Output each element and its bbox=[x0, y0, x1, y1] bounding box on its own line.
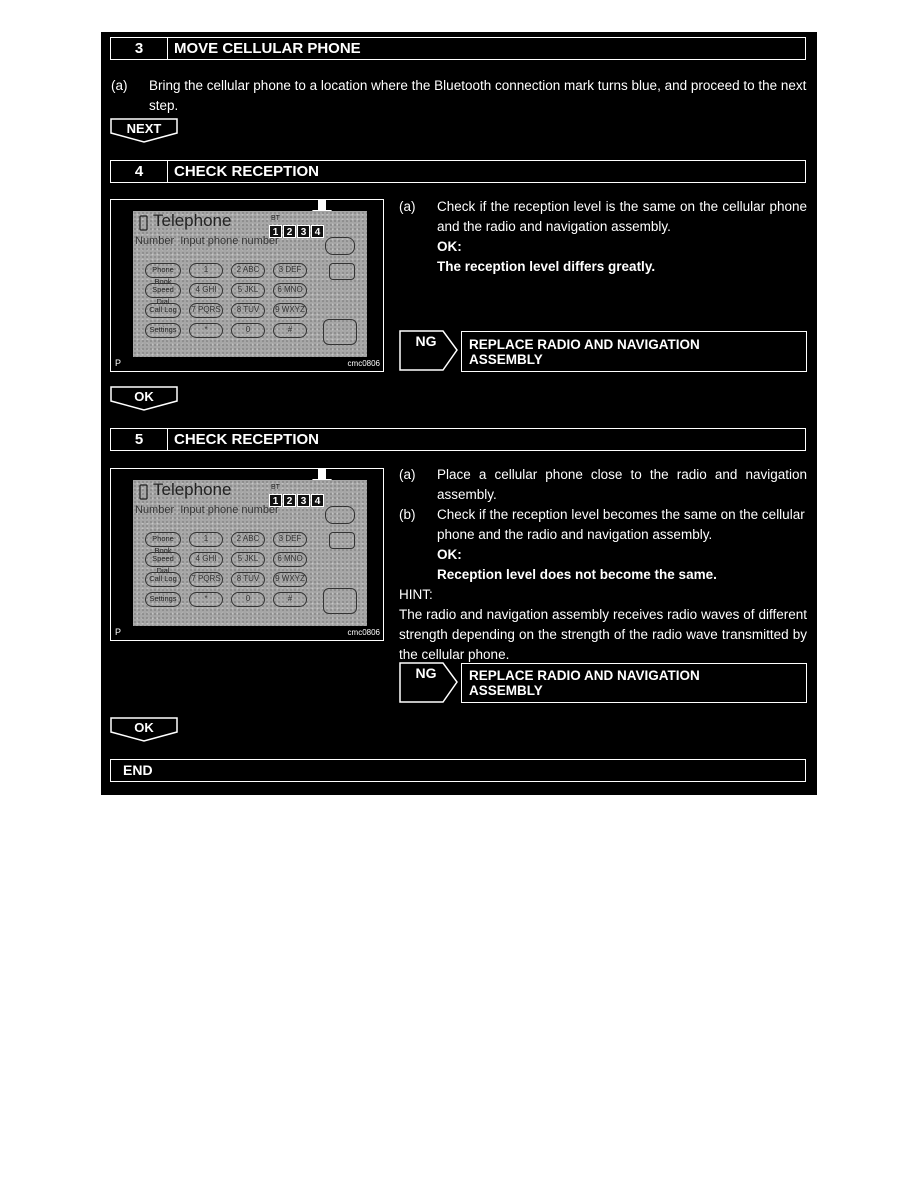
step-4-instruction: Check if the reception level is the same on the cellular phone and the radio and navigation assembly. bbox=[437, 199, 807, 234]
keypad-key: 7 PQRS bbox=[189, 303, 223, 318]
keypad-key: 6 MNO bbox=[273, 283, 307, 298]
flag-arrow-icon bbox=[110, 386, 180, 412]
phone-icon bbox=[139, 215, 148, 231]
level-box: 4 bbox=[311, 225, 324, 238]
level-box: 2 bbox=[283, 225, 296, 238]
ng-action-text: REPLACE RADIO AND NAVIGATION ASSEMBLY bbox=[469, 668, 700, 698]
screen-title: Telephone bbox=[153, 480, 232, 499]
step-3-instruction: Bring the cellular phone to a location where the Bluetooth connection mark turns blue, and proceed to the next step. bbox=[149, 78, 807, 113]
ng-action-box bbox=[461, 331, 807, 372]
step-4-header bbox=[110, 160, 806, 183]
keypad-key: 6 MNO bbox=[273, 552, 307, 567]
figure-caption-id: cmc0806 bbox=[347, 359, 380, 368]
ng-chevron-icon bbox=[399, 662, 461, 704]
keypad-key: 3 DEF bbox=[273, 263, 307, 278]
keypad-key: 2 ABC bbox=[231, 532, 265, 547]
repair-procedure-sheet bbox=[101, 32, 817, 795]
item-marker: (a) bbox=[111, 78, 128, 93]
next-flag-label: NEXT bbox=[126, 121, 162, 136]
hint-text: The radio and navigation assembly receives radio waves of different strength depending on the strength of the radio wave transmitted by the cellular phone. bbox=[399, 607, 807, 662]
step-number: 4 bbox=[111, 161, 168, 182]
keypad-key: 1 bbox=[189, 263, 223, 278]
send-key bbox=[323, 588, 357, 614]
level-box: 1 bbox=[269, 494, 282, 507]
flag-arrow-icon bbox=[110, 717, 180, 743]
item-marker: (b) bbox=[399, 507, 416, 522]
level-box: 2 bbox=[283, 494, 296, 507]
ok-flag-label: OK bbox=[134, 720, 154, 735]
ng-label: NG bbox=[415, 665, 437, 681]
side-key: Speed Dial bbox=[145, 283, 181, 298]
ok-text: The reception level differs greatly. bbox=[437, 259, 656, 274]
step-title: CHECK RECEPTION bbox=[174, 163, 320, 180]
step-5-header bbox=[110, 428, 806, 451]
keypad-key: 8 TUV bbox=[231, 572, 265, 587]
number-label-text: Number bbox=[135, 504, 175, 516]
keypad-key: * bbox=[189, 323, 223, 338]
figure-caption-id: cmc0806 bbox=[347, 628, 380, 637]
antenna-label: BT bbox=[271, 215, 280, 222]
side-key: Settings bbox=[145, 592, 181, 607]
input-hint: Input phone number bbox=[180, 504, 279, 516]
ok-flag-label: OK bbox=[134, 389, 154, 404]
keypad-key: 1 bbox=[189, 532, 223, 547]
display-screen bbox=[133, 211, 367, 357]
keypad-key: 0 bbox=[231, 592, 265, 607]
figure-caption-p: P bbox=[115, 627, 122, 637]
side-key: Call Log bbox=[145, 303, 181, 318]
level-box: 4 bbox=[311, 494, 324, 507]
number-label-text: Number bbox=[135, 235, 175, 247]
step-number: 3 bbox=[111, 38, 168, 59]
number-label bbox=[135, 504, 279, 516]
level-box: 1 bbox=[269, 225, 282, 238]
end-bar bbox=[110, 759, 806, 782]
step-5-instruction-b: Check if the reception level becomes the same on the cellular phone and the radio and navigation assembly. bbox=[437, 507, 805, 542]
call-key bbox=[329, 532, 355, 549]
ok-flag bbox=[110, 386, 180, 417]
ok-flag bbox=[110, 717, 180, 748]
number-label bbox=[135, 235, 279, 247]
screen-title: Telephone bbox=[153, 211, 232, 230]
ng-action-text: REPLACE RADIO AND NAVIGATION ASSEMBLY bbox=[469, 337, 700, 367]
ok-text: Reception level does not become the same. bbox=[437, 567, 717, 582]
telephone-screen-figure bbox=[110, 468, 384, 641]
step-number: 5 bbox=[111, 429, 168, 450]
next-flag bbox=[110, 118, 180, 149]
keypad-key: * bbox=[189, 592, 223, 607]
ng-label: NG bbox=[415, 333, 437, 349]
step-title: MOVE CELLULAR PHONE bbox=[174, 40, 361, 57]
keypad-key: 9 WXYZ bbox=[273, 303, 307, 318]
phone-icon bbox=[139, 484, 148, 500]
level-box: 3 bbox=[297, 494, 310, 507]
keypad-key: 4 GHI bbox=[189, 283, 223, 298]
side-key: Phone Book bbox=[145, 263, 181, 278]
end-label: END bbox=[123, 762, 153, 778]
keypad-key: 8 TUV bbox=[231, 303, 265, 318]
keypad-key: 4 GHI bbox=[189, 552, 223, 567]
antenna-label: BT bbox=[271, 484, 280, 491]
hint-label: HINT: bbox=[399, 587, 433, 602]
display-screen bbox=[133, 480, 367, 626]
back-key bbox=[325, 506, 355, 524]
keypad-key: 0 bbox=[231, 323, 265, 338]
input-hint: Input phone number bbox=[180, 235, 279, 247]
telephone-screen-figure bbox=[110, 199, 384, 372]
side-key: Settings bbox=[145, 323, 181, 338]
keypad-key: 2 ABC bbox=[231, 263, 265, 278]
keypad-key: # bbox=[273, 323, 307, 338]
ng-action-box bbox=[461, 663, 807, 703]
side-key: Speed Dial bbox=[145, 552, 181, 567]
ok-label: OK: bbox=[437, 239, 462, 254]
step-5-instruction-a: Place a cellular phone close to the radio and navigation assembly. bbox=[437, 467, 807, 502]
step-3-header bbox=[110, 37, 806, 60]
side-key: Phone Book bbox=[145, 532, 181, 547]
back-key bbox=[325, 237, 355, 255]
keypad-key: 9 WXYZ bbox=[273, 572, 307, 587]
keypad-key: 5 JKL bbox=[231, 552, 265, 567]
item-marker: (a) bbox=[399, 199, 416, 214]
step-title: CHECK RECEPTION bbox=[174, 431, 320, 448]
figure-caption-p: P bbox=[115, 358, 122, 368]
level-box: 3 bbox=[297, 225, 310, 238]
keypad-key: 3 DEF bbox=[273, 532, 307, 547]
call-key bbox=[329, 263, 355, 280]
ng-chevron-icon bbox=[399, 330, 461, 372]
side-key: Call Log bbox=[145, 572, 181, 587]
keypad-key: 5 JKL bbox=[231, 283, 265, 298]
flag-arrow-icon bbox=[110, 118, 180, 144]
keypad-key: 7 PQRS bbox=[189, 572, 223, 587]
ok-label: OK: bbox=[437, 547, 462, 562]
item-marker: (a) bbox=[399, 467, 416, 482]
keypad-key: # bbox=[273, 592, 307, 607]
send-key bbox=[323, 319, 357, 345]
